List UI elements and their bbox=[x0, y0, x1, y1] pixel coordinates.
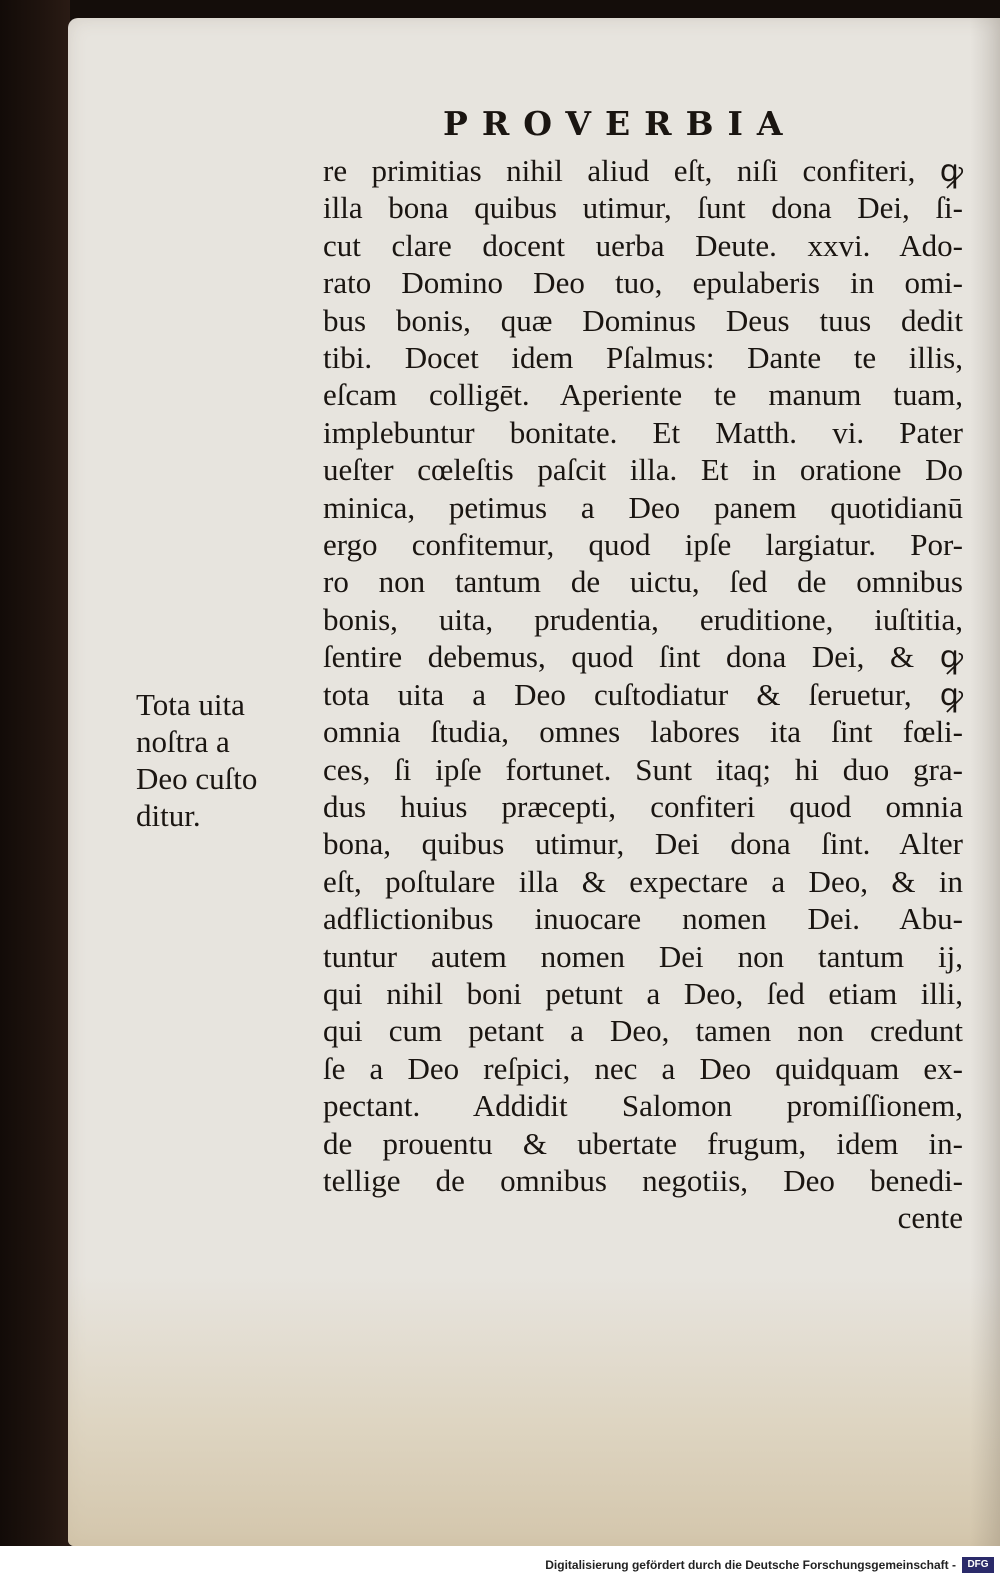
marginal-note-line: Tota uita bbox=[136, 687, 245, 722]
marginal-note-line: Deo cuſto bbox=[136, 761, 258, 796]
text-line: pectant. Addidit Salomon promiſſionem, bbox=[323, 1088, 963, 1124]
text-line: de prouentu & ubertate frugum, idem in- bbox=[323, 1125, 963, 1161]
text-line: qui nihil boni petunt a Deo, ſed etiam illi, bbox=[323, 975, 963, 1011]
text-line: ro non tantum de uictu, ſed de omnibus bbox=[323, 564, 963, 600]
text-line: tuntur autem nomen Dei non tantum ij, bbox=[323, 938, 963, 974]
text-line: tibi. Docet idem Pſalmus: Dante te illis, bbox=[323, 340, 963, 376]
text-line: ſentire debemus, quod ſint dona Dei, & ꝙ bbox=[323, 639, 963, 675]
text-line: cut clare docent uerba Deute. xxvi. Ado- bbox=[323, 227, 963, 263]
page-gutter-shade bbox=[970, 18, 1000, 1546]
dfg-logo-icon: DFG bbox=[962, 1557, 994, 1573]
text-line: rato Domino Deo tuo, epulaberis in omi- bbox=[323, 265, 963, 301]
text-line: omnia ſtudia, omnes labores ita ſint fœli- bbox=[323, 714, 963, 750]
page-stain bbox=[68, 1276, 1000, 1546]
text-line: eſcam colligēt. Aperiente te manum tuam, bbox=[323, 377, 963, 413]
book-page bbox=[68, 18, 1000, 1546]
text-line: ergo confitemur, quod ipſe largiatur. Por- bbox=[323, 527, 963, 563]
running-head: PROVERBIA bbox=[443, 104, 797, 143]
catchword: cente bbox=[897, 1200, 963, 1236]
text-line: bonis, uita, prudentia, eruditione, iuſtitia, bbox=[323, 601, 963, 637]
text-line: minica, petimus a Deo panem quotidianū bbox=[323, 489, 963, 525]
marginal-note bbox=[136, 686, 304, 834]
text-line: illa bona quibus utimur, ſunt dona Dei, ſi- bbox=[323, 190, 963, 226]
footer-strip bbox=[0, 1546, 1000, 1581]
text-line: tota uita a Deo cuſtodiatur & ſeruetur, ꝙ bbox=[323, 676, 963, 712]
text-line: dus huius præcepti, confiteri quod omnia bbox=[323, 788, 963, 824]
marginal-note-line: ditur. bbox=[136, 798, 201, 833]
text-line: eſt, poſtulare illa & expectare a Deo, & in bbox=[323, 863, 963, 899]
book-spine-edge bbox=[0, 0, 70, 1581]
text-line: ſe a Deo reſpici, nec a Deo quidquam ex- bbox=[323, 1050, 963, 1086]
text-line: bus bonis, quæ Dominus Deus tuus dedit bbox=[323, 302, 963, 338]
text-line: re primitias nihil aliud eſt, niſi confiteri, ꝙ bbox=[323, 153, 963, 188]
text-line: bona, quibus utimur, Dei dona ſint. Alter bbox=[323, 826, 963, 862]
body-text bbox=[323, 152, 963, 1237]
text-line: implebuntur bonitate. Et Matth. vi. Pater bbox=[323, 414, 963, 450]
text-line: tellige de omnibus negotiis, Deo benedi- bbox=[323, 1162, 963, 1198]
text-line: ces, ſi ipſe fortunet. Sunt itaq; hi duo gra- bbox=[323, 751, 963, 787]
text-line: ueſter cœleſtis paſcit illa. Et in oratione Do bbox=[323, 452, 963, 488]
text-line: qui cum petant a Deo, tamen non credunt bbox=[323, 1013, 963, 1049]
marginal-note-line: noſtra a bbox=[136, 724, 230, 759]
text-line: adflictionibus inuocare nomen Dei. Abu- bbox=[323, 901, 963, 937]
funding-credit: Digitalisierung gefördert durch die Deutsche Forschungsgemeinschaft - bbox=[545, 1558, 956, 1572]
